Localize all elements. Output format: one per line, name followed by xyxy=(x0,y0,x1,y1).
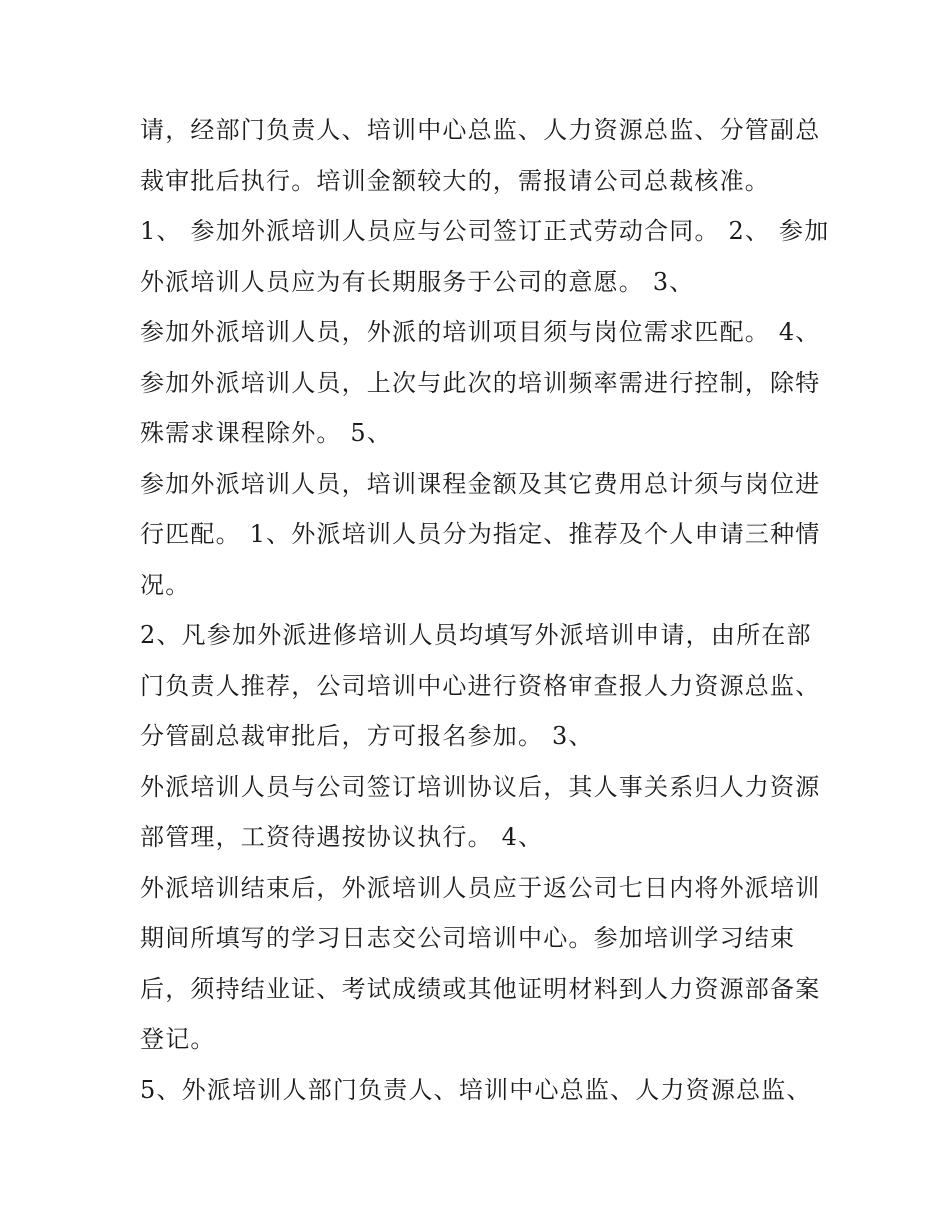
text-line: 登记。 xyxy=(140,1025,216,1053)
text-line: 参加外派培训人员，培训课程金额及其它费用总计须与岗位进 xyxy=(140,470,821,498)
text-line: 后，须持结业证、考试成绩或其他证明材料到人力资源部备案 xyxy=(140,975,821,1003)
text-line: 部管理，工资待遇按协议执行。 4、 xyxy=(140,823,544,851)
text-line: 行匹配。 1、外派培训人员分为指定、推荐及个人申请三种情 xyxy=(140,520,821,548)
text-line: 2、凡参加外派进修培训人员均填写外派培训申请，由所在部 xyxy=(140,621,812,649)
text-line: 分管副总裁审批后，方可报名参加。 3、 xyxy=(140,722,594,750)
text-line: 况。 xyxy=(140,571,191,599)
text-line: 5、外派培训人部门负责人、培训中心总监、人力资源总监、 xyxy=(140,1076,812,1104)
text-line: 外派培训结束后，外派培训人员应于返公司七日内将外派培训 xyxy=(140,874,821,902)
text-line: 1、 参加外派培训人员应与公司签订正式劳动合同。 2、 参加 xyxy=(140,217,830,245)
text-line: 殊需求课程除外。 5、 xyxy=(140,419,393,447)
text-line: 外派培训人员应为有长期服务于公司的意愿。 3、 xyxy=(140,268,695,296)
text-line: 裁审批后执行。培训金额较大的，需报请公司总裁核准。 xyxy=(140,167,770,195)
text-line: 参加外派培训人员，外派的培训项目须与岗位需求匹配。 4、 xyxy=(140,318,821,346)
text-line: 参加外派培训人员，上次与此次的培训频率需进行控制，除特 xyxy=(140,369,821,397)
text-line: 外派培训人员与公司签订培训协议后，其人事关系归人力资源 xyxy=(140,773,821,801)
text-line: 期间所填写的学习日志交公司培训中心。参加培训学习结束 xyxy=(140,924,796,952)
text-line: 请，经部门负责人、培训中心总监、人力资源总监、分管副总 xyxy=(140,116,821,144)
text-line: 门负责人推荐，公司培训中心进行资格审查报人力资源总监、 xyxy=(140,672,821,700)
